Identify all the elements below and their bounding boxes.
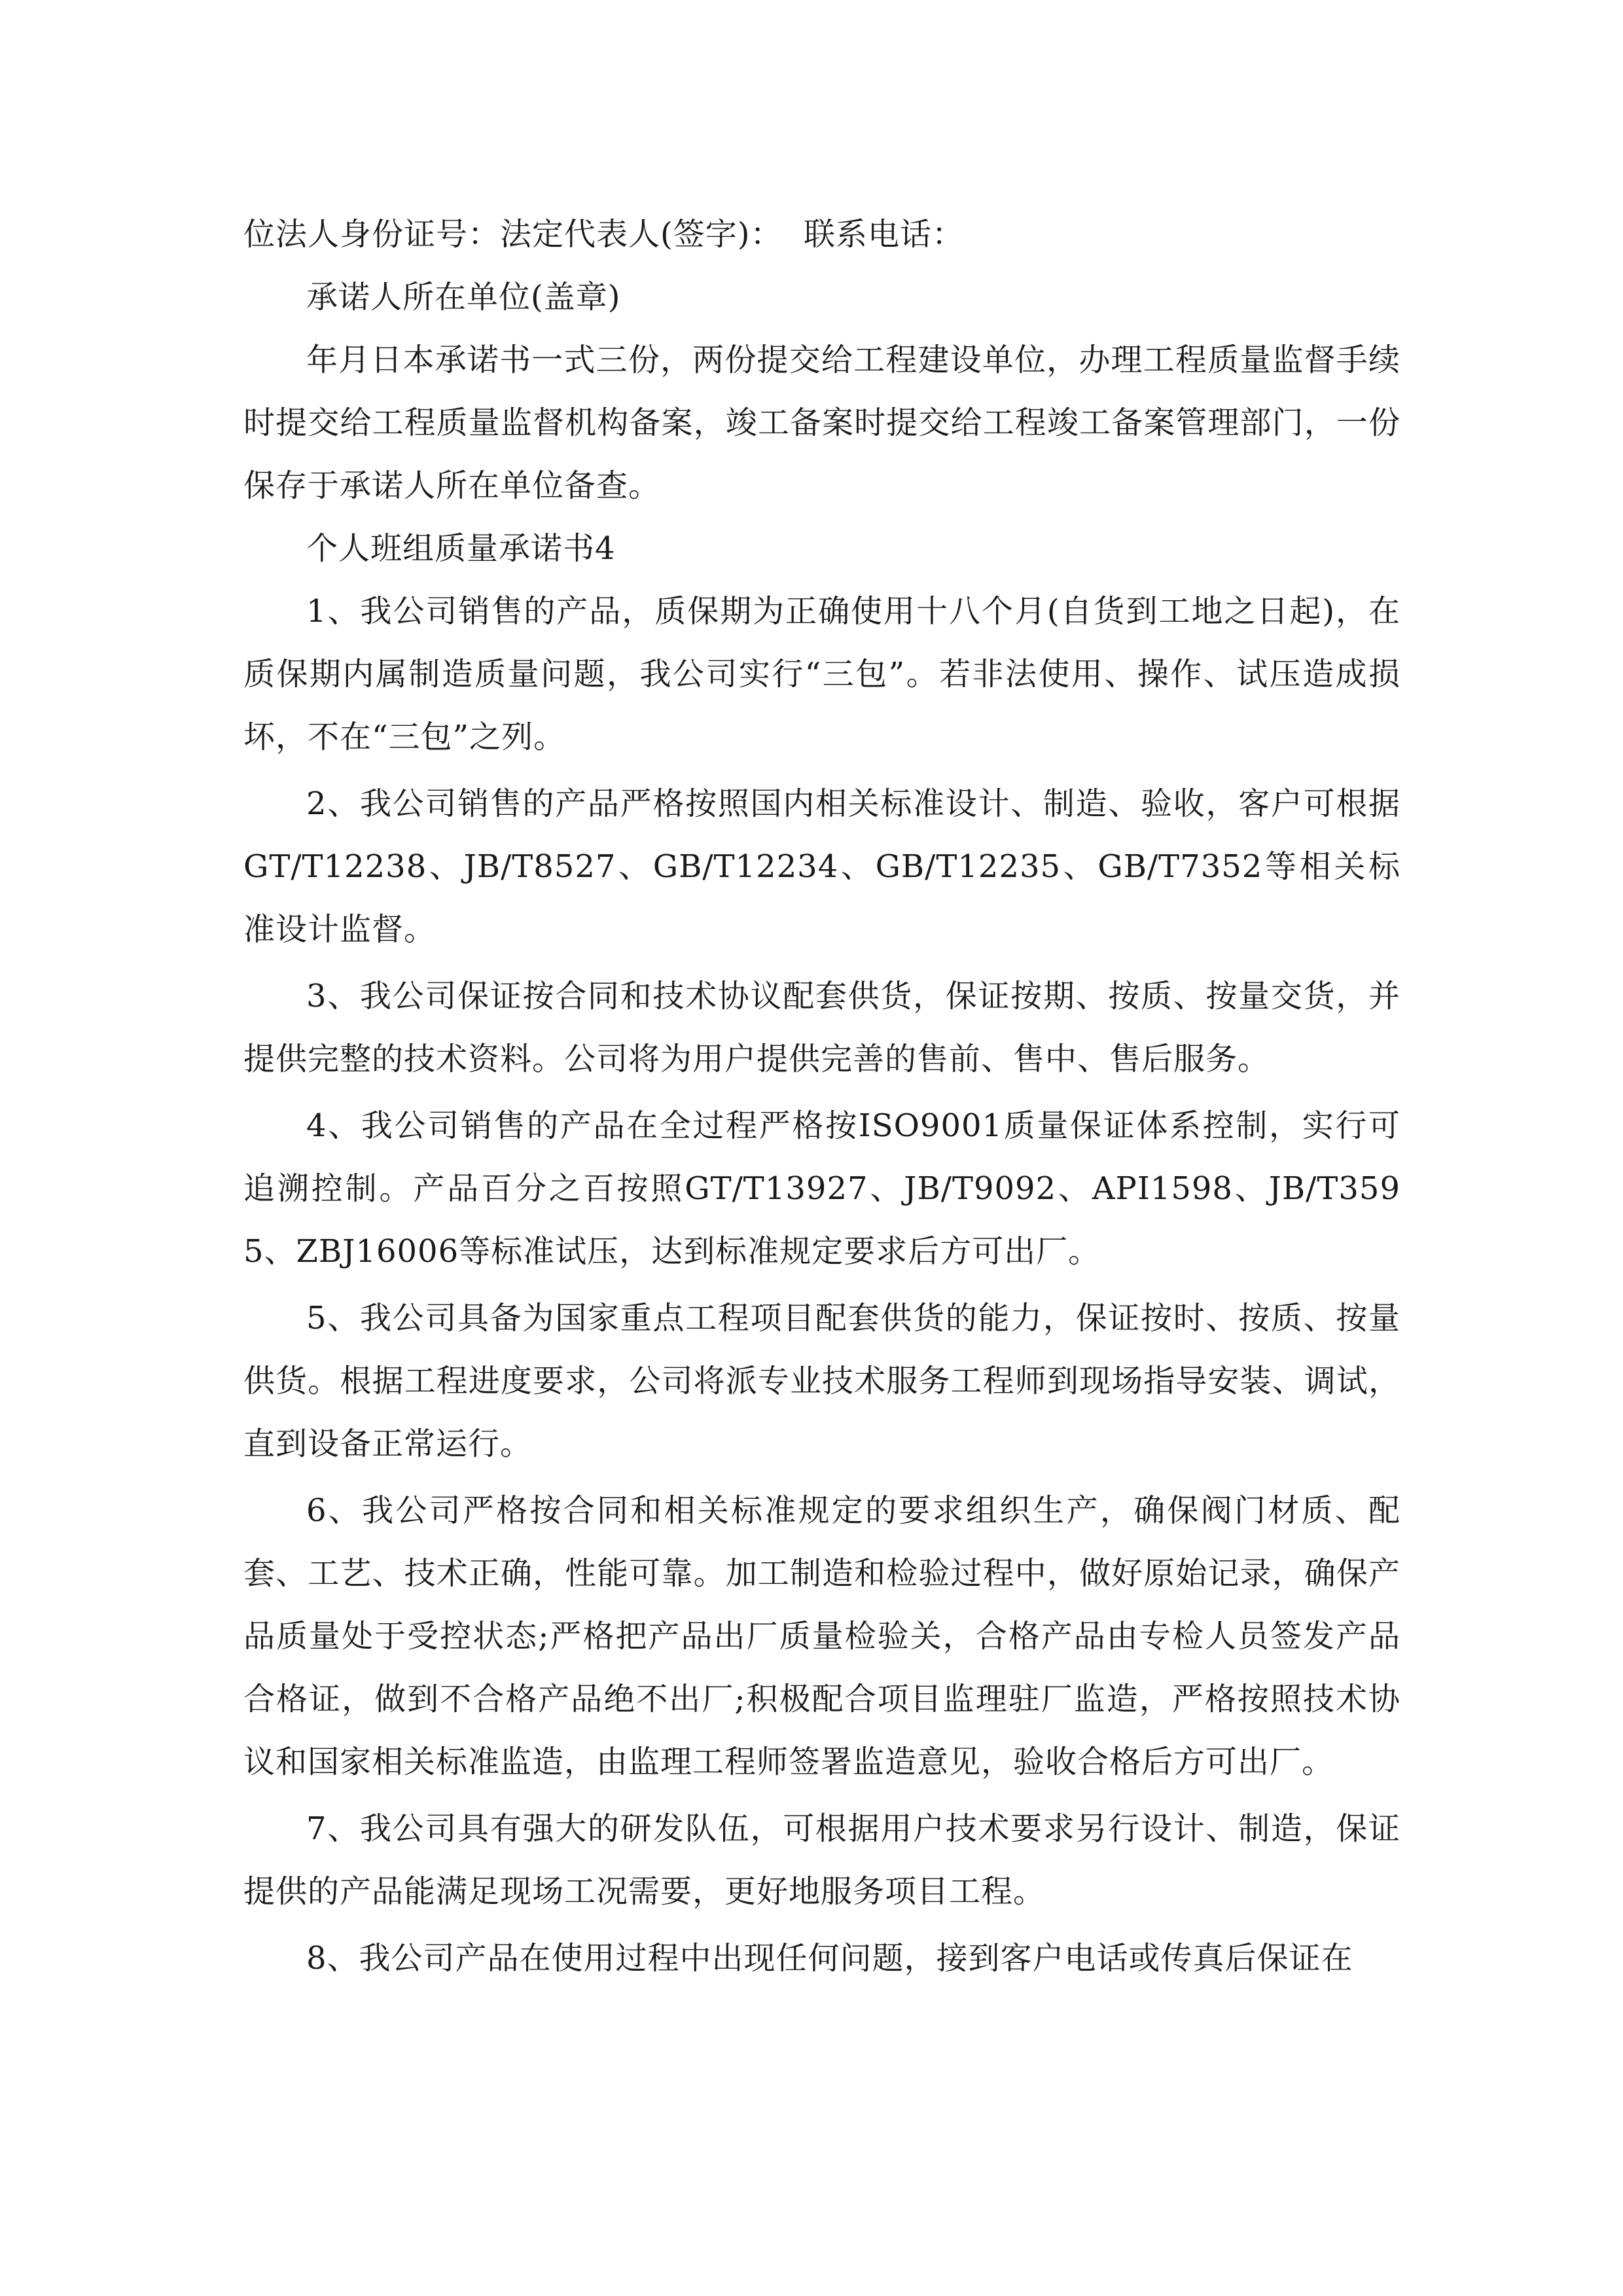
list-item-6: 6、我公司严格按合同和相关标准规定的要求组织生产，确保阀门材质、配套、工艺、技术正确，性能可靠。加工制造和检验过程中，做好原始记录，确保产品质量处于受控状态;严格把产品出厂质量检验关，合格产品由专检人员签发产品合格证，做到不合格产品绝不出厂;积极配合项目监理驻厂监造，严格按照技术协议和国家相关标准监造，由监理工程师签署监造意见，验收合格后方可出厂。: [243, 1492, 1400, 1780]
list-item-8: 8、我公司产品在使用过程中出现任何问题，接到客户电话或传真后保证在: [306, 1940, 1353, 1977]
list-item-3: 3、我公司保证按合同和技术协议配套供货，保证按期、按质、按量交货，并提供完整的技术资料。公司将为用户提供完善的售前、售中、售后服务。: [243, 978, 1400, 1077]
section-heading: 个人班组质量承诺书4: [306, 530, 616, 567]
list-item-5: 5、我公司具备为国家重点工程项目配套供货的能力，保证按时、按质、按量供货。根据工程进度要求，公司将派专业技术服务工程师到现场指导安装、调试，直到设备正常运行。: [243, 1300, 1400, 1462]
paragraph-signature-line: 位法人身份证号：法定代表人(签字)： 联系电话：: [243, 216, 964, 253]
paragraph-seal-line: 承诺人所在单位(盖章): [306, 279, 621, 315]
paragraph-copies-note: 年月日本承诺书一式三份，两份提交给工程建设单位，办理工程质量监督手续时提交给工程质量监督机构备案，竣工备案时提交给工程竣工备案管理部门，一份保存于承诺人所在单位备查。: [243, 342, 1400, 504]
list-item-4: 4、我公司销售的产品在全过程严格按ISO9001质量保证体系控制，实行可追溯控制。产品百分之百按照GT/T13927、JB/T9092、API1598、JB/T3595、ZBJ16006等标准试压，达到标准规定要求后方可出厂。: [243, 1107, 1400, 1270]
list-item-1: 1、我公司销售的产品，质保期为正确使用十八个月(自货到工地之日起)，在质保期内属制造质量问题，我公司实行“三包”。若非法使用、操作、试压造成损坏，不在“三包”之列。: [243, 593, 1400, 755]
list-item-7: 7、我公司具有强大的研发队伍，可根据用户技术要求另行设计、制造，保证提供的产品能满足现场工况需要，更好地服务项目工程。: [243, 1810, 1400, 1910]
list-item-2: 2、我公司销售的产品严格按照国内相关标准设计、制造、验收，客户可根据GT/T12238、JB/T8527、GB/T12234、GB/T12235、GB/T7352等相关标准设计监督。: [243, 785, 1400, 948]
